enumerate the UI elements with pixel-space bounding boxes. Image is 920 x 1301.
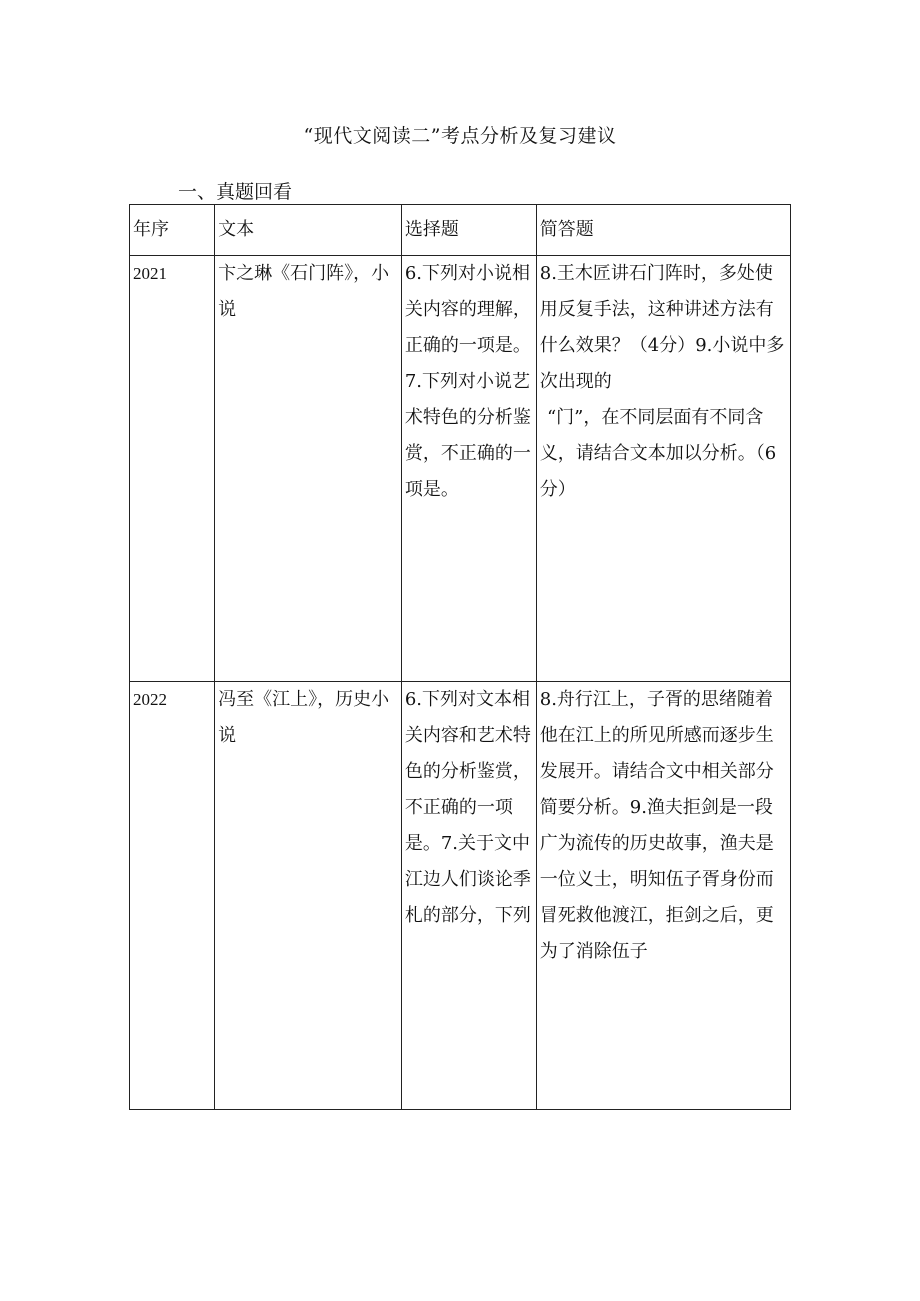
section-heading: 一、真题回看: [178, 181, 293, 203]
cell-choice-questions: 6.下列对文本相关内容和艺术特色的分析鉴赏，不正确的一项是。7.关于文中江边人们谈论季札的部分，下列: [401, 682, 536, 1110]
cell-year: [130, 256, 215, 682]
table-row: [130, 682, 791, 1110]
cell-short-answer-questions: [536, 682, 790, 1110]
document-title: “现代文阅读二”考点分析及复习建议: [303, 125, 617, 147]
table-row: [130, 256, 791, 682]
header-year: 年序: [130, 205, 215, 256]
short-answer-part-1: 8.王木匠讲石门阵时，多处使用反复手法，这种讲述方法有什么效果？（4分）9.小说中多次出现的: [539, 263, 785, 392]
exam-review-table: [129, 204, 791, 1110]
cell-short-answer-questions: [536, 256, 790, 682]
cell-text-source: 卞之琳《石门阵》，小说: [215, 256, 402, 682]
year-value: 2021: [133, 264, 167, 283]
short-answer-part-2: “门”，在不同层面有不同含义，请结合文本加以分析。（6分）: [539, 407, 777, 500]
cell-choice-questions: 6.下列对小说相关内容的理解，正确的一项是。7.下列对小说艺术特色的分析鉴赏，不正确的一项是。: [401, 256, 536, 682]
table-header-row: [130, 205, 791, 256]
header-text: 文本: [215, 205, 402, 256]
short-answer-part-1: 8.舟行江上，子胥的思绪随着他在江上的所见所感而逐步生发展开。请结合文中相关部分简要分析。9.渔夫拒剑是一段广为流传的历史故事，渔夫是一位义士，明知伍子胥身份而冒死救他渡江，拒剑之后，更为了消除伍子: [539, 689, 774, 962]
cell-text-source: 冯至《江上》，历史小说: [215, 682, 402, 1110]
year-value: 2022: [133, 690, 167, 709]
header-short-answer: 简答题: [536, 205, 790, 256]
cell-year: [130, 682, 215, 1110]
header-choice: 选择题: [401, 205, 536, 256]
